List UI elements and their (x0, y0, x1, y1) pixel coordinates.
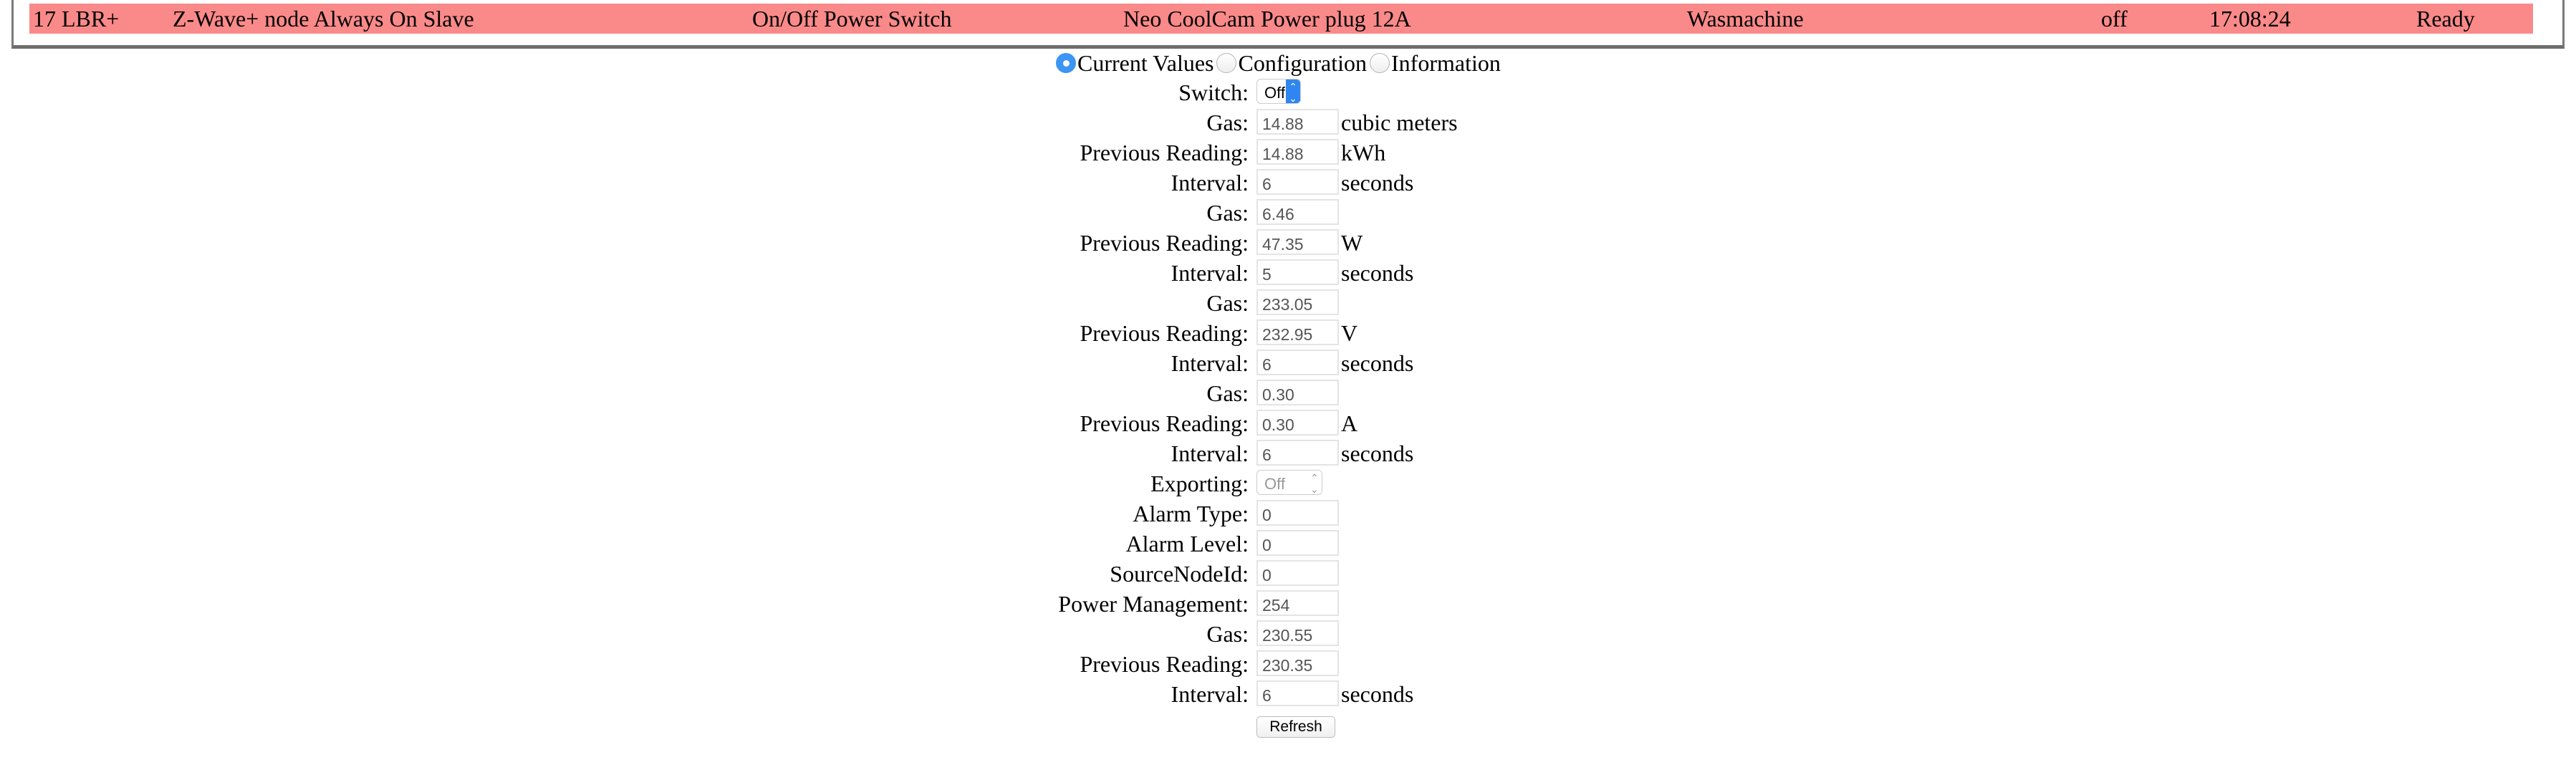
field-label: Interval: (1171, 170, 1249, 196)
field-input[interactable]: 14.88 (1256, 109, 1339, 135)
field-label: Interval: (1171, 681, 1249, 707)
view-tabs (1053, 49, 1501, 77)
tab-configuration-radio[interactable] (1216, 53, 1236, 73)
field-input[interactable]: 6 (1256, 680, 1339, 706)
field-row (0, 377, 2576, 408)
field-select[interactable] (1256, 79, 1301, 104)
field-unit: seconds (1341, 441, 1414, 466)
field-row (0, 678, 2576, 708)
field-label: Gas: (1206, 290, 1249, 316)
field-row (0, 287, 2576, 317)
field-label: Previous Reading: (1080, 320, 1249, 346)
node-device-class: On/Off Power Switch (752, 6, 952, 32)
field-label: Gas: (1206, 110, 1249, 135)
field-unit: V (1341, 320, 1358, 346)
field-row (0, 408, 2576, 438)
field-input[interactable]: 230.35 (1256, 650, 1339, 676)
field-label: Gas: (1206, 200, 1249, 226)
field-input[interactable]: 6 (1256, 169, 1339, 195)
field-input[interactable]: 0 (1256, 530, 1339, 556)
node-row[interactable] (29, 4, 2533, 34)
field-input[interactable]: 14.88 (1256, 139, 1339, 165)
node-product: Neo CoolCam Power plug 12A (1123, 6, 1411, 32)
field-unit: A (1341, 410, 1358, 436)
field-input[interactable]: 254 (1256, 590, 1339, 616)
field-label: Alarm Type: (1133, 501, 1249, 526)
node-state: off (2101, 6, 2128, 32)
tab-current-values-label[interactable]: Current Values (1077, 49, 1214, 76)
field-unit: seconds (1341, 681, 1414, 707)
field-input[interactable]: 230.55 (1256, 620, 1339, 646)
field-input[interactable]: 0.30 (1256, 410, 1339, 435)
field-unit: seconds (1341, 170, 1414, 196)
select-arrows-icon: ⌃ ⌄ (1307, 471, 1322, 494)
field-row (0, 167, 2576, 197)
field-row (0, 468, 2576, 498)
field-input[interactable]: 6 (1256, 350, 1339, 375)
field-label: Previous Reading: (1080, 651, 1249, 677)
node-id: 17 LBR+ (33, 6, 120, 32)
field-unit: seconds (1341, 260, 1414, 286)
refresh-button[interactable]: Refresh (1256, 716, 1335, 738)
field-row (0, 498, 2576, 528)
field-input[interactable]: 0.30 (1256, 380, 1339, 405)
field-row (0, 618, 2576, 648)
field-row (0, 227, 2576, 257)
tab-information-radio[interactable] (1370, 53, 1390, 73)
field-label: Switch: (1178, 80, 1249, 105)
field-row (0, 317, 2576, 347)
field-row (0, 648, 2576, 678)
node-name: Wasmachine (1687, 6, 1804, 32)
field-row (0, 528, 2576, 558)
field-label: Previous Reading: (1080, 410, 1249, 436)
field-label: Exporting: (1150, 471, 1249, 496)
field-label: Interval: (1171, 260, 1249, 286)
field-input[interactable]: 233.05 (1256, 289, 1339, 315)
field-row (0, 257, 2576, 287)
field-input[interactable]: 0 (1256, 560, 1339, 586)
field-unit: seconds (1341, 350, 1414, 376)
field-row (0, 77, 2576, 107)
node-time: 17:08:24 (2209, 6, 2291, 32)
field-row (0, 197, 2576, 227)
node-type: Z-Wave+ node Always On Slave (173, 6, 474, 32)
select-value: Off (1264, 84, 1285, 102)
field-label: Previous Reading: (1080, 230, 1249, 256)
field-label: Interval: (1171, 350, 1249, 376)
field-label: Previous Reading: (1080, 140, 1249, 165)
field-row (0, 558, 2576, 588)
node-status: Ready (2416, 6, 2475, 32)
field-input[interactable]: 6 (1256, 440, 1339, 466)
field-unit: cubic meters (1341, 110, 1458, 135)
select-value: Off (1264, 475, 1285, 493)
field-input[interactable]: 47.35 (1256, 229, 1339, 255)
tab-information-label[interactable]: Information (1391, 49, 1501, 76)
field-unit: kWh (1341, 140, 1386, 165)
field-input[interactable]: 232.95 (1256, 319, 1339, 345)
field-label: Gas: (1206, 380, 1249, 406)
select-arrows-icon: ⌃ ⌄ (1286, 80, 1300, 103)
field-label: Power Management: (1058, 591, 1249, 617)
tab-current-values-radio[interactable] (1056, 53, 1076, 73)
field-input[interactable]: 0 (1256, 500, 1339, 526)
field-label: SourceNodeId: (1110, 561, 1249, 587)
field-label: Gas: (1206, 621, 1249, 647)
field-row (0, 107, 2576, 137)
field-row (0, 137, 2576, 167)
field-row (0, 347, 2576, 377)
field-input[interactable]: 6.46 (1256, 199, 1339, 225)
tab-configuration-label[interactable]: Configuration (1238, 49, 1368, 76)
field-input[interactable]: 5 (1256, 259, 1339, 285)
field-select (1256, 470, 1322, 495)
field-row (0, 588, 2576, 618)
field-unit: W (1341, 230, 1363, 256)
field-label: Alarm Level: (1125, 531, 1249, 557)
field-label: Interval: (1171, 441, 1249, 466)
field-row (0, 438, 2576, 468)
